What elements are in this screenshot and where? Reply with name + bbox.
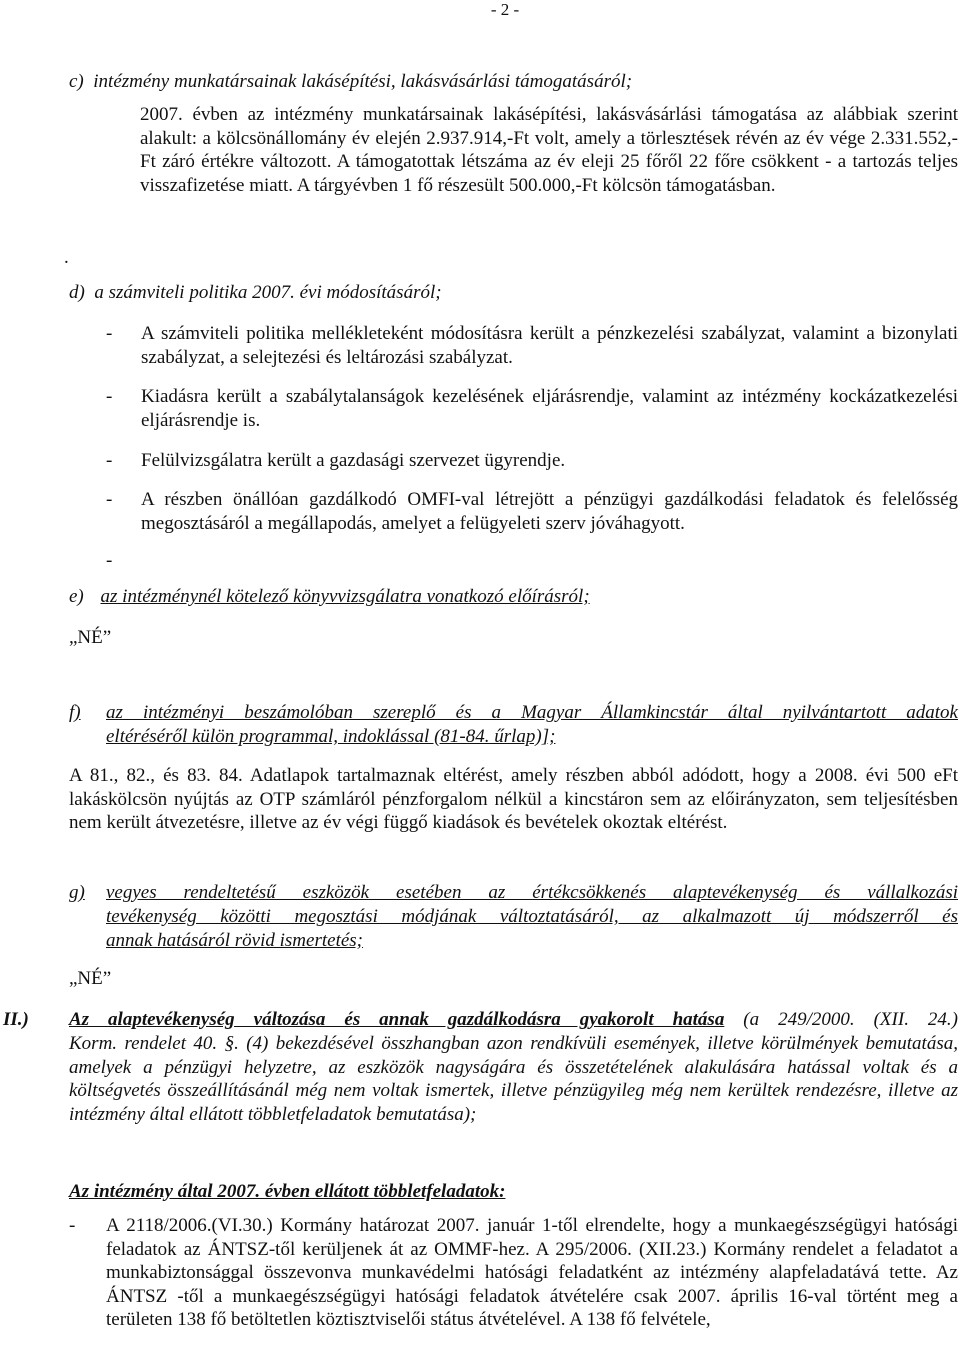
section-II-item: A 2118/2006.(VI.30.) Kormány határozat 2007. január 1-től elrendelte, hogy a munkaegészségügyi hatósági feladatok az ÁNTSZ-től kerüljenek át az OMMF-hez. A 295/2006. (XII.23.) Kormány rendelet a feladatot a munkabiztonsággal összevonva munkavédelmi hatósági feladatként az intézmény alapfeladatává tette. Az ÁNTSZ -től a munkaegészségügyi hatósági feladatok átvételére csak 2007. április 16-val történt meg a területen 138 fő betöltetlen köztisztviselői státus átvételével. A 138 fő felvétele, (106, 1215, 958, 1330)
list-bullet-empty: - (106, 550, 113, 571)
section-g-label: g) (69, 882, 85, 903)
section-c-text: 2007. évben az intézmény munkatársainak lakásépítési, lakásvásárlási támogatása az alábbiak szerint alakult: a kölcsönállomány év elején 2.937.914,-Ft volt, amely a törlesztések révén az év vége 2.331.552,-Ft záró értékre változott. A támogatottak létszáma az év eleji 25 főről 22 főre csökkent - a tartozás teljes visszafizetése miatt. A tárgyévben 1 fő részesült 500.000,-Ft kölcsön támogatásban. (140, 104, 958, 196)
section-II-label: II.) (3, 1009, 29, 1030)
section-f-heading-line1: az intézményi beszámolóban szereplő és a Magyar Államkincstár által nyilvántartott adatok (106, 702, 958, 723)
section-e-value: „NÉ” (69, 627, 112, 648)
section-g-heading-line1: vegyes rendeltetésű eszközök esetében az értékcsökkenés alaptevékenység és vállalkozási (106, 882, 958, 903)
section-II-heading-line1: Az alaptevékenység változása és annak gazdálkodásra gyakorolt hatása (a 249/2000. (XII. 24.) (69, 1009, 958, 1030)
page-number: - 2 - (490, 0, 520, 19)
list-item: A számviteli politika mellékleteként módosításra került a pénzkezelési szabályzat, valamint a bizonylati szabályzat, a selejtezési és leltározási szabályzat. (141, 323, 958, 368)
list-item: Kiadásra került a szabálytalanságok kezelésének eljárásrendje, valamint az intézmény kockázatkezelési eljárásrendje is. (141, 386, 958, 431)
list-bullet: - (106, 323, 113, 344)
section-f-label: f) (69, 702, 81, 723)
list-bullet: - (69, 1215, 76, 1236)
list-bullet: - (106, 386, 113, 407)
section-f-text: A 81., 82., és 83. 84. Adatlapok tartalmaznak eltérést, amely részben abból adódott, hogy a 2008. évi 500 eFt lakáskölcsön nyújtás az OTP számláról pénzforgalom nélkül a kincstáron sem az előirányzaton, sem teljesítésben nem került átvezetésre, illetve az év végi függő kiadások és bevételek okoztak eltérést. (69, 765, 958, 833)
section-g-value: „NÉ” (69, 968, 112, 989)
list-bullet: - (106, 489, 113, 510)
section-d-heading: d) a számviteli politika 2007. évi módosításáról; (69, 282, 442, 303)
section-II-title: Az alaptevékenység változása és annak gazdálkodásra gyakorolt hatása (69, 1009, 725, 1030)
section-g-heading-line3: annak hatásáról rövid ismertetés; (106, 930, 364, 951)
stray-dot: . (64, 247, 69, 268)
section-II-description: Korm. rendelet 40. §. (4) bekezdésével összhangban azon rendkívüli események, illetve körülmények bemutatása, amelyek a pénzügyi helyzetre, az eszközök nagyságára és összetételének alakulására hatással voltak és a költségvetés összeállításánál még nem voltak ismertek, illetve pénzügyileg még nem kerültek rendezésre, illetve az intézmény által ellátott többletfeladatok bemutatása); (69, 1033, 958, 1125)
section-c-heading: c) intézmény munkatársainak lakásépítési, lakásvásárlási támogatásáról; (69, 71, 633, 92)
section-f-heading-line2: eltéréséről külön programmal, indoklással (81-84. űrlap)]; (106, 726, 556, 747)
list-bullet: - (106, 450, 113, 471)
section-e-heading: e) az intézménynél kötelező könyvvizsgálatra vonatkozó előírásról; (69, 586, 590, 607)
section-II-subheading: Az intézmény által 2007. évben ellátott többletfeladatok: (69, 1181, 506, 1202)
list-item: Felülvizsgálatra került a gazdasági szervezet ügyrendje. (141, 450, 566, 471)
list-item: A részben önállóan gazdálkodó OMFI-val létrejött a pénzügyi gazdálkodási feladatok és felelősség megosztásáról a megállapodás, amelyet a felügyeleti szerv jóváhagyott. (141, 489, 958, 534)
section-g-heading-line2: tevékenység közötti megosztási módjának változtatásáról, az alkalmazott új módszerről és (106, 906, 958, 927)
